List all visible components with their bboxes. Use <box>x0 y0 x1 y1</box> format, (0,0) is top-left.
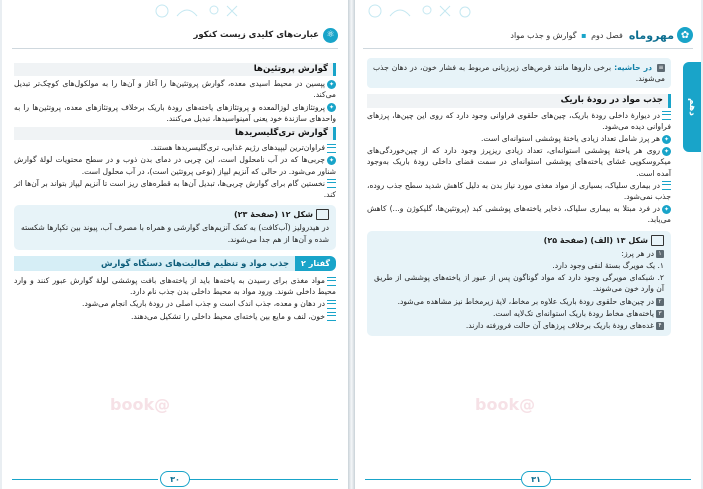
figure-item: ۳یاخته‌های مخاط رودهٔ باریک استوانه‌ای تک‌لایه است. <box>374 308 664 319</box>
watermark: @book <box>110 395 171 414</box>
footer-line <box>12 479 158 481</box>
image-icon <box>316 209 329 220</box>
paragraph: نخستین گام برای گوارش چربی‌ها، تبدیل آن‌ها به قطره‌های ریز است تا آنزیم لیپاز بتواند بر آن‌ها اثر کند. <box>14 178 336 200</box>
page-number: ۳۰ <box>160 471 190 487</box>
paragraph: ✦هر پرز شامل تعداد زیادی یاختهٔ پوششی استوانه‌ای است. <box>480 134 670 144</box>
right-page <box>355 0 701 489</box>
note-text: برخی داروها مانند قرص‌های زیرزبانی مربوط به فشار خون، در دهان جذب می‌شوند. <box>373 63 665 84</box>
list-lines-icon <box>327 277 336 286</box>
brand-logo-icon: ✿ <box>677 27 693 43</box>
figure-item: ۱در هر پرز: <box>374 248 664 259</box>
paragraph: ✦پروتئازهای لوزالمعده و پروتئازهای یاخته‌های رودهٔ باریک برخلاف پروتئازهای معده، پروتئین‌ها را به واحدهای سازندهٔ خود یعنی آمینواسیدها، تبدیل می‌کنند. <box>14 102 336 123</box>
gofar-label: گفتار ۲ <box>295 256 336 271</box>
list-lines-icon <box>327 300 336 309</box>
paragraph: در بیماری سلیاک، بسیاری از مواد مغذی مورد نیاز بدن به دلیل کاهش شدید سطح جذب روده، جذب نمی‌شود. <box>367 180 671 202</box>
figure-item: ۲در چین‌های حلقوی رودهٔ باریک علاوه بر مخاط، لایهٔ زیرمخاط نیز مشاهده می‌شود. <box>374 296 664 307</box>
figure-item: ۱. یک مویرگ بستهٔ لنفی وجود دارد. <box>552 261 664 271</box>
paragraph: فراوان‌ترین لیپیدهای رژیم غذایی، تری‌گلیسریدها هستند. <box>14 142 336 153</box>
figure-item: ۴غده‌های رودهٔ باریک برخلاف پرزهای آن حالت فرورفته دارند. <box>374 320 664 331</box>
figure-box <box>367 231 671 337</box>
section-title: گوارش تری‌گلیسریدها <box>14 127 336 140</box>
left-page <box>2 0 348 489</box>
brand <box>629 27 693 43</box>
figure-text: در هیدرولیز (آب‌کافت) به کمک آنزیم‌های گوارشی و همراه با مصرف آب، پیوند بین تکپارها شکسته شده و آن‌ها از هم جدا می‌شوند. <box>21 223 329 244</box>
margin-note <box>367 58 671 88</box>
paragraph: خون، لنف و مایع بین یاخته‌ای محیط داخلی را تشکیل می‌دهند. <box>14 311 336 322</box>
figure-title: شکل ۱۲ (صفحهٔ ۲۳) <box>21 209 329 220</box>
list-lines-icon <box>327 179 336 188</box>
figure-box <box>14 205 336 250</box>
header-title: عبارت‌های کلیدی زیست کنکور <box>193 30 319 40</box>
gofar-bar <box>14 256 336 271</box>
section-title: جذب مواد در رودهٔ باریک <box>367 94 671 107</box>
number-badge-icon: ۴ <box>656 322 664 330</box>
paragraph: در دیوارهٔ داخلی رودهٔ باریک، چین‌های حلقوی فراوانی وجود دارد که روی این چین‌ها، پرزهای فراوانی دیده می‌شود. <box>367 110 671 131</box>
atom-icon: ✦ <box>328 104 335 112</box>
gofar-title: جذب مواد و تنظیم فعالیت‌های دستگاه گوارش <box>14 256 295 271</box>
paragraph: در دهان و معده، جذب اندک است و جذب اصلی در رودهٔ باریک انجام می‌شود. <box>14 298 336 309</box>
list-lines-icon <box>662 111 671 120</box>
section-title: گوارش پروتئین‌ها <box>14 63 336 76</box>
paragraph: ✦چربی‌ها که در آب نامحلول است، این چربی در دمای بدن ذوب و در سطح محتویات لولهٔ گوارش شناور می‌شود. در حالی که آنزیم لیپاز (نوعی پروتئین است)، در آب محلول است. <box>14 155 336 176</box>
watermark: @book <box>475 395 536 414</box>
atom-icon: ✦ <box>663 147 670 155</box>
chapter-label: فصل دوم <box>591 30 623 40</box>
left-header <box>12 22 338 49</box>
paragraph: ✦در فرد مبتلا به بیماری سلیاک، ذخایر یاخته‌های پوششی کبد (پروتئین‌ها، گلیکوژن و...) کاهش می‌یابد. <box>367 204 671 225</box>
breadcrumb <box>510 31 622 40</box>
brand-name: مهروماه <box>628 28 674 42</box>
footer-line <box>365 479 521 481</box>
paragraph: ✦روی هر یاختهٔ پوششی استوانه‌ای، تعداد زیادی ریزپرز وجود دارد که از چین‌خوردگی‌های میکروسکوپی غشای یاخته‌های پوششی استوانه‌ای در سمت فضای داخلی رودهٔ باریک به‌وجود آمده است. <box>367 146 671 178</box>
atom-icon: ✦ <box>663 135 670 143</box>
book-gutter <box>348 0 355 489</box>
atom-icon: ✦ <box>328 80 335 88</box>
number-badge-icon: ۲ <box>656 298 664 306</box>
right-content <box>367 58 671 336</box>
list-lines-icon <box>662 181 671 190</box>
doodle-decoration <box>365 2 475 20</box>
doodle-decoration <box>152 2 262 20</box>
atom-badge-icon: ⚛ <box>323 28 338 43</box>
note-icon: ≡ <box>658 64 664 71</box>
grade-side-tab: دهم <box>683 62 701 152</box>
note-label: در حاشیه: <box>614 63 653 72</box>
image-icon <box>651 235 664 246</box>
atom-icon: ✦ <box>328 156 335 164</box>
list-lines-icon <box>327 144 336 153</box>
right-header <box>363 22 693 49</box>
number-badge-icon: ۳ <box>656 310 664 318</box>
left-content <box>14 60 336 323</box>
list-lines-icon <box>327 312 336 321</box>
footer-line <box>180 479 338 481</box>
page-number: ۳۱ <box>521 471 551 487</box>
topic-label: گوارش و جذب مواد <box>510 30 577 40</box>
figure-title: شکل ۱۳ (الف) (صفحهٔ ۲۵) <box>374 235 664 246</box>
figure-item: ۲. شبکه‌ای مویرگی وجود دارد که مواد گوناگون پس از عبور از یاخته‌های پوششی از طریق آن وارد خون می‌شوند. <box>374 273 664 294</box>
paragraph: مواد مغذی برای رسیدن به یاخته‌ها باید از یاخته‌های بافت پوششی لولهٔ گوارش عبور کنند و وارد محیط داخلی شوند. ورود مواد به محیط داخلی بدن جذب نام دارد. <box>14 276 336 297</box>
footer-line <box>551 479 691 481</box>
number-badge-icon: ۱ <box>656 250 664 258</box>
square-separator-icon: ▪ <box>581 30 587 40</box>
atom-icon: ✦ <box>663 205 670 213</box>
paragraph: ✦پپسین در محیط اسیدی معده، گوارش پروتئین‌ها را آغاز و آن‌ها را به مولکول‌های کوچک‌تر تبدیل می‌کند. <box>14 79 336 100</box>
